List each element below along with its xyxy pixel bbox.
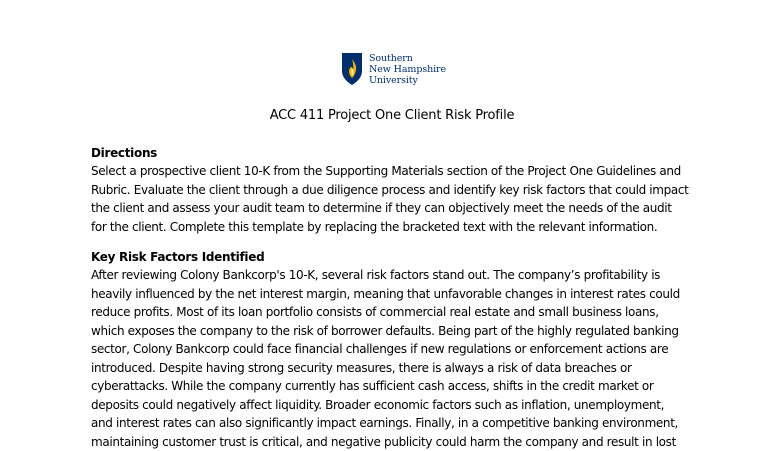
directions-paragraph xyxy=(91,162,701,236)
paragraph-line: reduce profits. Most of its loan portfolio consists of commercial real estate and small business loans, xyxy=(91,303,701,322)
paragraph-line: cyberattacks. While the company currently has sufficient cash access, shifts in the credit market or xyxy=(91,377,701,396)
key-risk-factors-heading: Key Risk Factors Identified xyxy=(91,248,701,266)
paragraph-line: the client and assess your audit team to determine if they can objectively meet the needs of the audit xyxy=(91,199,701,218)
logo-line-1: Southern xyxy=(369,53,446,64)
directions-heading: Directions xyxy=(91,144,701,162)
paragraph-line: heavily influenced by the net interest margin, meaning that unfavorable changes in interest rates could xyxy=(91,285,701,304)
paragraph-line: After reviewing Colony Bankcorp's 10-K, several risk factors stand out. The company’s profitability is xyxy=(91,266,701,285)
paragraph-line: for the client. Complete this template by replacing the bracketed text with the relevant information. xyxy=(91,218,701,237)
paragraph-line: and interest rates can also significantly impact earnings. Finally, in a competitive banking environment, xyxy=(91,414,701,433)
paragraph-line: Select a prospective client 10-K from the Supporting Materials section of the Project One Guidelines and xyxy=(91,162,701,181)
key-risk-factors-section xyxy=(91,248,701,451)
key-risk-factors-paragraph xyxy=(91,266,701,451)
paragraph-line: introduced. Despite having strong security measures, there is always a risk of data breaches or xyxy=(91,359,701,378)
logo-line-3: University xyxy=(369,75,446,86)
logo-line-2: New Hampshire xyxy=(369,64,446,75)
paragraph-line: deposits could negatively affect liquidity. Broader economic factors such as inflation, unemployment, xyxy=(91,396,701,415)
directions-section xyxy=(91,144,701,236)
document-title: ACC 411 Project One Client Risk Profile xyxy=(0,107,784,125)
university-logo xyxy=(341,52,446,86)
logo-wordmark xyxy=(369,53,446,86)
shield-flame-icon xyxy=(341,52,363,86)
paragraph-line: Rubric. Evaluate the client through a due diligence process and identify key risk factors that could impact xyxy=(91,181,701,200)
paragraph-line: which exposes the company to the risk of borrower defaults. Being part of the highly regulated banking xyxy=(91,322,701,341)
paragraph-line: maintaining customer trust is critical, and negative publicity could harm the company and result in lost xyxy=(91,433,701,451)
paragraph-line: sector, Colony Bankcorp could face financial challenges if new regulations or enforcement actions are xyxy=(91,340,701,359)
